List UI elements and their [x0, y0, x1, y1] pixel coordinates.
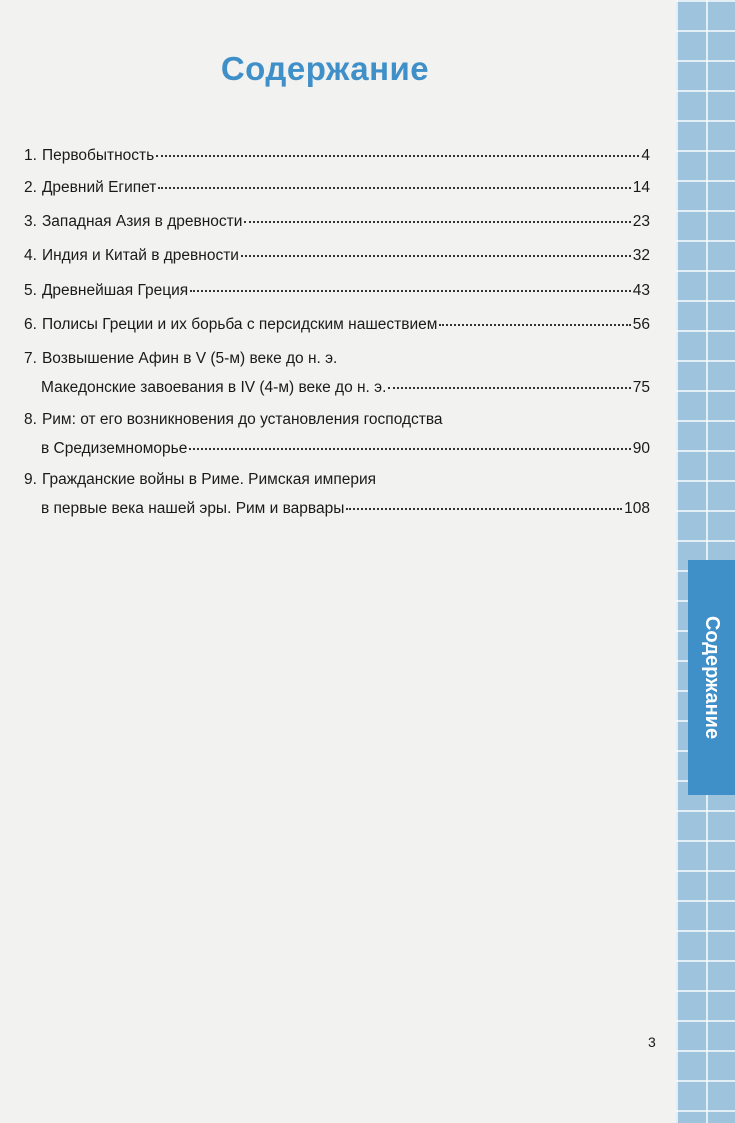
- toc-leader: [156, 155, 639, 157]
- toc-leader: [241, 255, 631, 257]
- page-title: Содержание: [220, 50, 430, 87]
- toc-leader: [189, 448, 630, 450]
- toc-page: 43: [632, 282, 650, 299]
- side-tab-contents[interactable]: [688, 560, 735, 795]
- toc-page: 32: [632, 247, 650, 264]
- toc-page: 56: [632, 316, 650, 333]
- toc-number: 1.: [24, 147, 37, 164]
- toc-title: Первобытность: [41, 147, 155, 164]
- toc-entry-3[interactable]: [24, 212, 650, 232]
- toc-number: 5.: [24, 282, 37, 299]
- toc-title: Индия и Китай в древности: [41, 247, 239, 264]
- toc-title: Рим: от его возникновения до установления господства: [41, 411, 443, 428]
- toc-page: 4: [641, 147, 650, 164]
- toc-number: 4.: [24, 247, 37, 264]
- toc-leader: [244, 221, 630, 223]
- toc-entry-5[interactable]: [24, 281, 650, 301]
- toc-page: 90: [632, 440, 650, 457]
- toc-title: Полисы Греции и их борьба с персидским нашествием: [41, 316, 438, 333]
- toc-number: 6.: [24, 316, 37, 333]
- toc-entry-9[interactable]: [24, 470, 650, 519]
- toc-page: 14: [632, 179, 650, 196]
- toc-entry-8[interactable]: [24, 410, 650, 459]
- toc-page: 108: [624, 500, 650, 517]
- toc-page: 23: [632, 213, 650, 230]
- side-tab-label: Содержание: [701, 615, 723, 740]
- toc-leader: [190, 290, 631, 292]
- toc-leader: [158, 187, 630, 189]
- toc-title: Древний Египет: [41, 179, 157, 196]
- toc-title: Западная Азия в древности: [41, 213, 243, 230]
- toc-entry-1[interactable]: [24, 146, 650, 166]
- toc-number: 3.: [24, 213, 37, 230]
- toc-title: Древнейшая Греция: [41, 282, 189, 299]
- toc-leader: [439, 324, 630, 326]
- toc-number: 9.: [24, 471, 37, 488]
- toc-number: 7.: [24, 350, 37, 367]
- toc-title-continued: Македонские завоевания в IV (4-м) веке до н. э.: [41, 379, 387, 396]
- toc-leader: [346, 508, 622, 510]
- toc-entry-7[interactable]: [24, 349, 650, 398]
- toc-title-continued: в Средиземноморье: [41, 440, 188, 457]
- toc-entry-2[interactable]: [24, 178, 650, 198]
- toc-number: 2.: [24, 179, 37, 196]
- toc-entry-6[interactable]: [24, 315, 650, 335]
- page-number: 3: [648, 1034, 656, 1050]
- toc-title: Гражданские войны в Риме. Римская империя: [41, 471, 377, 488]
- toc-title-continued: в первые века нашей эры. Рим и варвары: [41, 500, 345, 517]
- toc-page: 75: [632, 379, 650, 396]
- toc-leader: [388, 387, 630, 389]
- toc-number: 8.: [24, 411, 37, 428]
- toc-title: Возвышение Афин в V (5-м) веке до н. э.: [41, 350, 338, 367]
- toc-entry-4[interactable]: [24, 246, 650, 266]
